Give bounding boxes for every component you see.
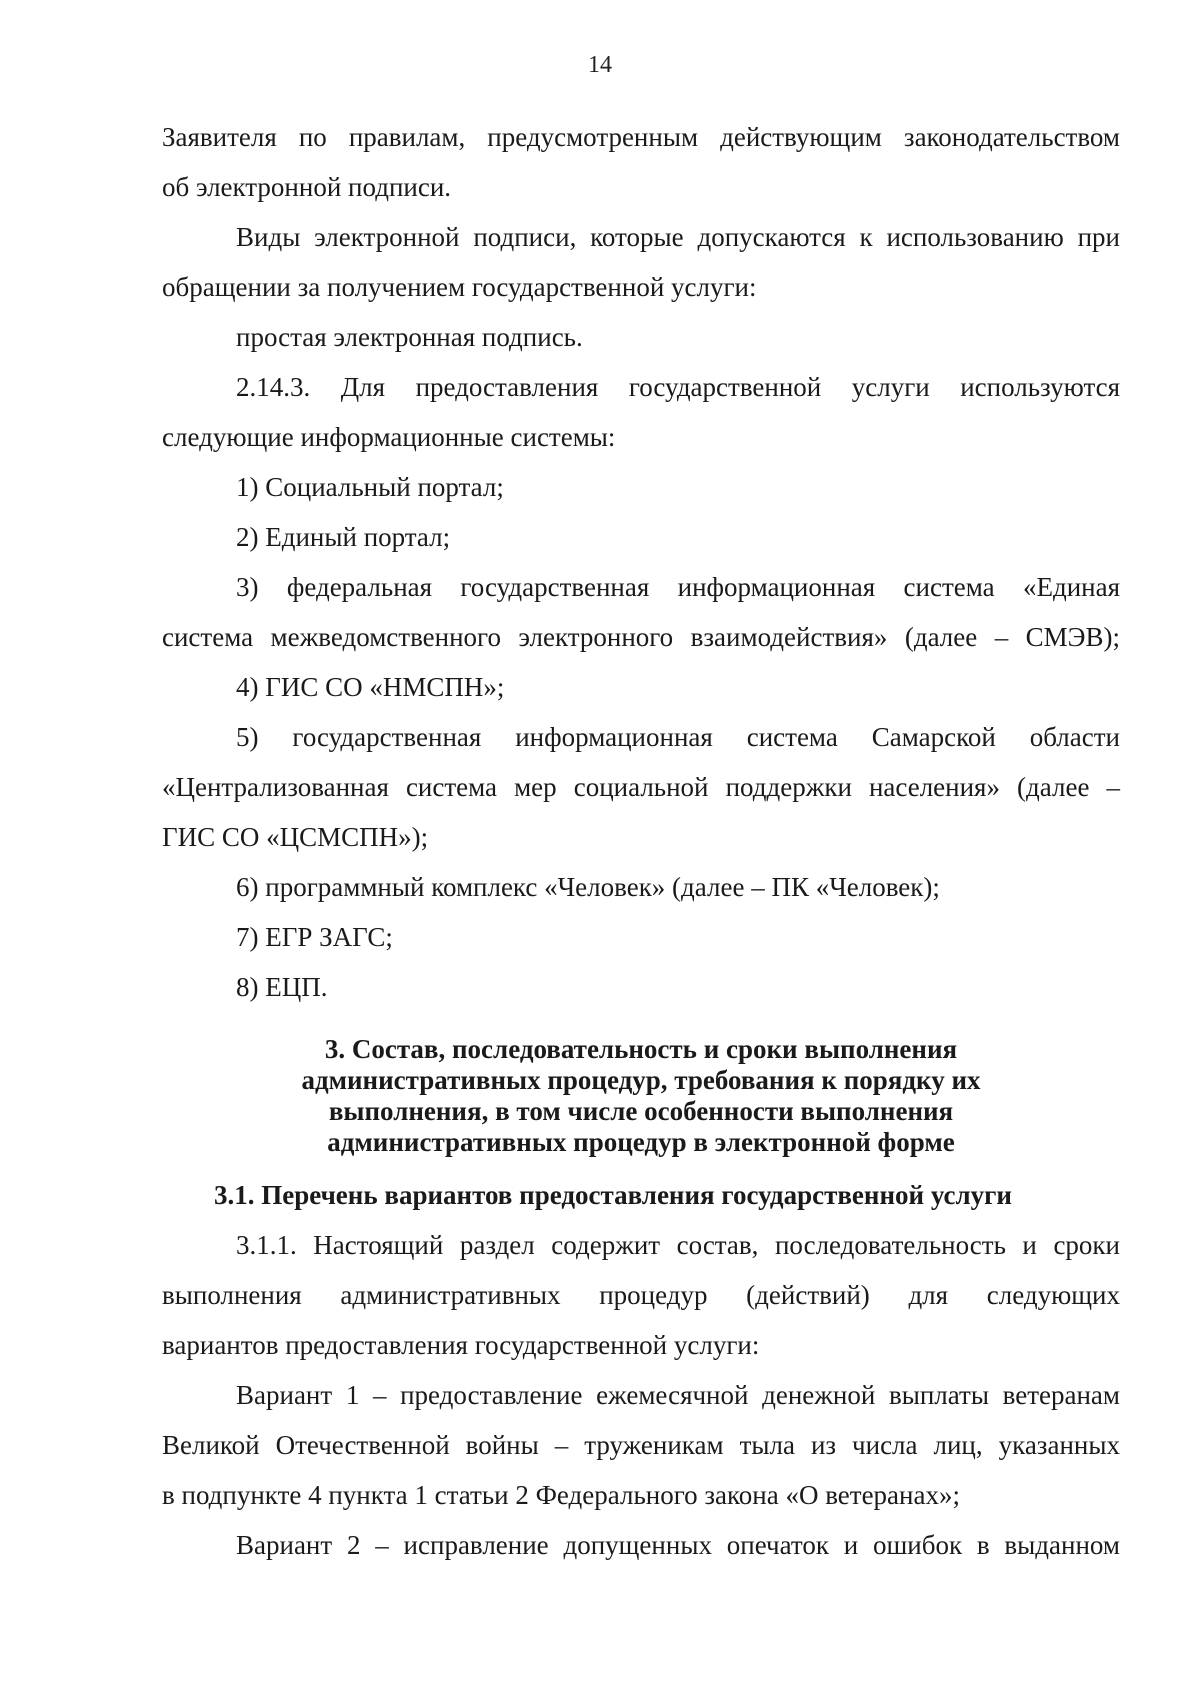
text-line: 6) программный комплекс «Человек» (далее – ПК «Человек); <box>236 872 940 902</box>
section-heading-line: административных процедур, требования к порядку их <box>301 1065 981 1095</box>
text-line: 4) ГИС СО «НМСПН»; <box>236 672 505 702</box>
text-line: система межведомственного электронного взаимодействия» (далее – СМЭВ); <box>162 622 1120 652</box>
text-line: «Централизованная система мер социальной поддержки населения» (далее – <box>162 772 1120 802</box>
section-heading-line: 3. Состав, последовательность и сроки выполнения <box>324 1034 958 1064</box>
subsection-heading: 3.1. Перечень вариантов предоставления государственной услуги <box>214 1180 1012 1210</box>
section-heading-line: выполнения, в том числе особенности выполнения <box>328 1096 954 1126</box>
text-line: 2.14.3. Для предоставления государственной услуги используются <box>236 372 1120 402</box>
text-line: ГИС СО «ЦСМСПН»); <box>162 822 429 852</box>
paragraphs-after-heading <box>162 1220 1120 1570</box>
text-line: 7) ЕГР ЗАГС; <box>236 922 393 952</box>
section-heading-line: административных процедур в электронной форме <box>327 1127 955 1157</box>
text-line: 3.1.1. Настоящий раздел содержит состав, последовательность и сроки <box>236 1230 1120 1260</box>
text-line: вариантов предоставления государственной услуги: <box>162 1330 760 1360</box>
text-line: 5) государственная информационная система Самарской области <box>236 722 1120 752</box>
text-line: Вариант 2 – исправление допущенных опечаток и ошибок в выданном <box>236 1530 1120 1560</box>
text-line: простая электронная подпись. <box>236 322 583 352</box>
text-line: 2) Единый портал; <box>236 522 451 552</box>
text-line: Заявителя по правилам, предусмотренным действующим законодательством <box>162 122 1120 152</box>
text-line: 8) ЕЦП. <box>236 972 328 1002</box>
paragraphs-before-heading <box>162 112 1120 1012</box>
document-body <box>162 112 1120 1570</box>
text-line: обращении за получением государственной услуги: <box>162 272 757 302</box>
text-line: Виды электронной подписи, которые допускаются к использованию при <box>236 222 1120 252</box>
text-line: следующие информационные системы: <box>162 422 616 452</box>
section-heading <box>162 1034 1120 1158</box>
text-line: выполнения административных процедур (действий) для следующих <box>162 1280 1120 1310</box>
text-line: об электронной подписи. <box>162 172 452 202</box>
text-line: Великой Отечественной войны – труженикам тыла из числа лиц, указанных <box>162 1430 1120 1460</box>
text-line: Вариант 1 – предоставление ежемесячной денежной выплаты ветеранам <box>236 1380 1120 1410</box>
text-line: 3) федеральная государственная информационная система «Единая <box>236 572 1120 602</box>
page-number: 14 <box>588 52 612 78</box>
text-line: в подпункте 4 пункта 1 статьи 2 Федерального закона «О ветеранах»; <box>162 1480 960 1510</box>
text-line: 1) Социальный портал; <box>236 472 504 502</box>
